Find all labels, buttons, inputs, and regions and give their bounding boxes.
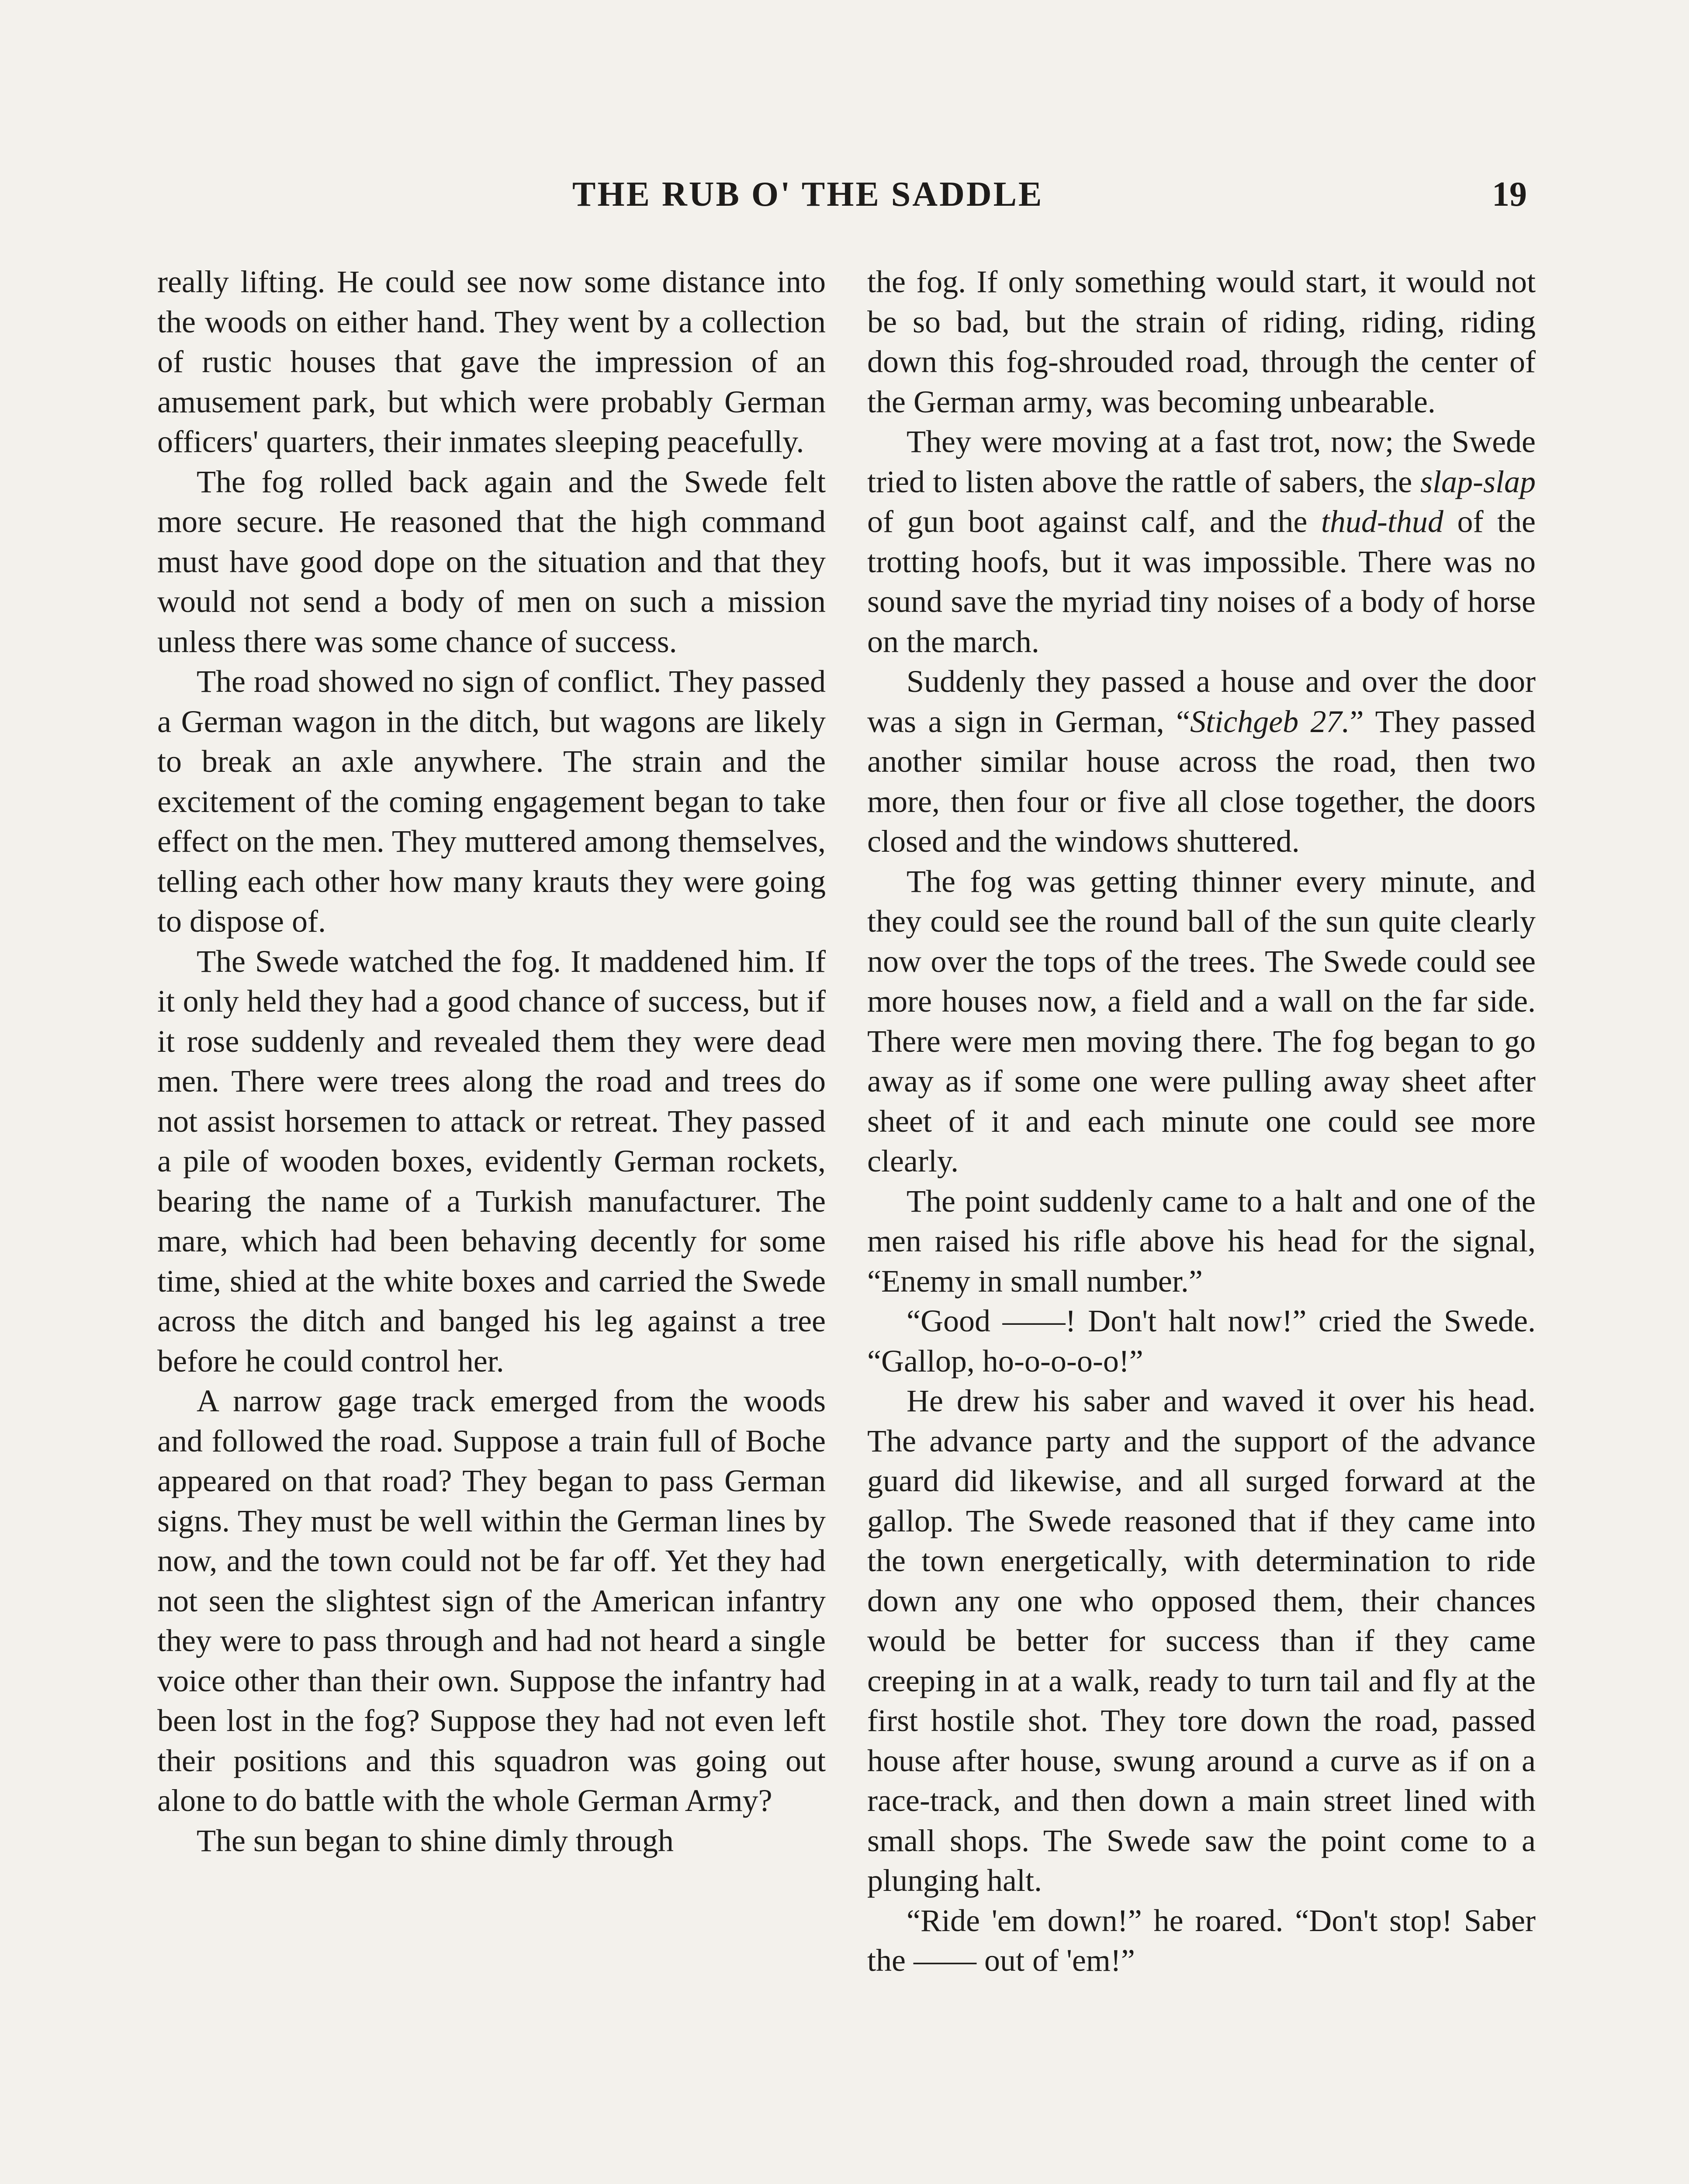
paragraph: The fog was getting thinner every minute, and they could see the round ball of the sun quite clearly now over the tops of the trees. The Swede could see more houses now, a field and a wall on the far side. There were men moving there. The fog began to go away as if some one were pulling away sheet after sheet of it and each minute one could see more clearly. xyxy=(867,864,1536,1178)
text-run: Suddenly they passed a house and over the door was a sign in German, “ xyxy=(867,664,1536,739)
paragraph: “Ride 'em down!” he roared. “Don't stop! Saber the —— out of 'em!” xyxy=(867,1903,1536,1978)
paragraph xyxy=(867,662,1536,862)
paragraph: really lifting. He could see now some distance into the woods on either hand. They went by a collection of rustic houses that gave the impression of an amusement park, but which were probably German officers' quarters, their inmates sleeping peacefully. xyxy=(157,264,826,459)
paragraph: the fog. If only something would start, it would not be so bad, but the strain of riding, riding, riding down this fog-shrouded road, through the center of the German army, was becoming unbearable. xyxy=(867,264,1536,419)
running-title: THE RUB O' THE SADDLE xyxy=(572,175,1044,214)
text-run: They were moving at a fast trot, now; the Swede tried to listen above the rattle of sabers, the xyxy=(867,424,1536,499)
left-column xyxy=(157,262,826,1861)
paragraph: “Good ——! Don't halt now!” cried the Swede. “Gallop, ho-o-o-o-o!” xyxy=(867,1303,1536,1379)
text-run: of gun boot against calf, and the xyxy=(867,504,1321,539)
right-column xyxy=(867,262,1536,1981)
italic-text: Stichgeb 27. xyxy=(1190,704,1350,739)
page-number: 19 xyxy=(1492,175,1527,214)
paragraph: The fog rolled back again and the Swede felt more secure. He reasoned that the high command must have good dope on the situation and that they would not send a body of men on such a mission unless there was some chance of success. xyxy=(157,464,826,659)
paragraph: The point suddenly came to a halt and one of the men raised his rifle above his head for the signal, “Enemy in small number.” xyxy=(867,1183,1536,1299)
paragraph: He drew his saber and waved it over his head. The advance party and the support of the advance guard did likewise, and all surged forward at the gallop. The Swede reasoned that if they came into the town energetically, with determination to ride down any one who opposed them, their chances would be better for success than if they came creeping in at a walk, ready to turn tail and fly at the first hostile shot. They tore down the road, passed house after house, swung around a curve as if on a race-track, and then down a main street lined with small shops. The Swede saw the point come to a plunging halt. xyxy=(867,1383,1536,1898)
paragraph xyxy=(867,422,1536,662)
paragraph: The Swede watched the fog. It maddened him. If it only held they had a good chance of success, but if it rose suddenly and revealed them they were dead men. There were trees along the road and trees do not assist horsemen to attack or retreat. They passed a pile of wooden boxes, evidently German rockets, bearing the name of a Turkish manufacturer. The mare, which had been behaving decently for some time, shied at the white boxes and carried the Swede across the ditch and banged his leg against a tree before he could control her. xyxy=(157,943,826,1379)
italic-text: thud-thud xyxy=(1321,504,1443,539)
paragraph: A narrow gage track emerged from the woods and followed the road. Suppose a train full of Boche appeared on that road? They began to pass German signs. They must be well within the German lines by now, and the town could not be far off. Yet they had not seen the slightest sign of the American infantry they were to pass through and had not heard a single voice other than their own. Suppose the infantry had been lost in the fog? Suppose they had not even left their positions and this squadron was going out alone to do battle with the whole German Army? xyxy=(157,1383,826,1818)
text-run: of the trotting hoofs, but it was impossible. There was no sound save the myriad tiny noises of a body of horse on the march. xyxy=(867,504,1536,659)
italic-text: slap-slap xyxy=(1420,464,1536,499)
text-run: ” They passed another similar house across the road, then two more, then four or five all close together, the doors closed and the windows shuttered. xyxy=(867,704,1536,859)
paragraph: The sun began to shine dimly through xyxy=(197,1823,674,1858)
paragraph: The road showed no sign of conflict. They passed a German wagon in the ditch, but wagons are likely to break an axle anywhere. The strain and the excitement of the coming engagement began to take effect on the men. They muttered among themselves, telling each other how many krauts they were going to dispose of. xyxy=(157,664,826,939)
